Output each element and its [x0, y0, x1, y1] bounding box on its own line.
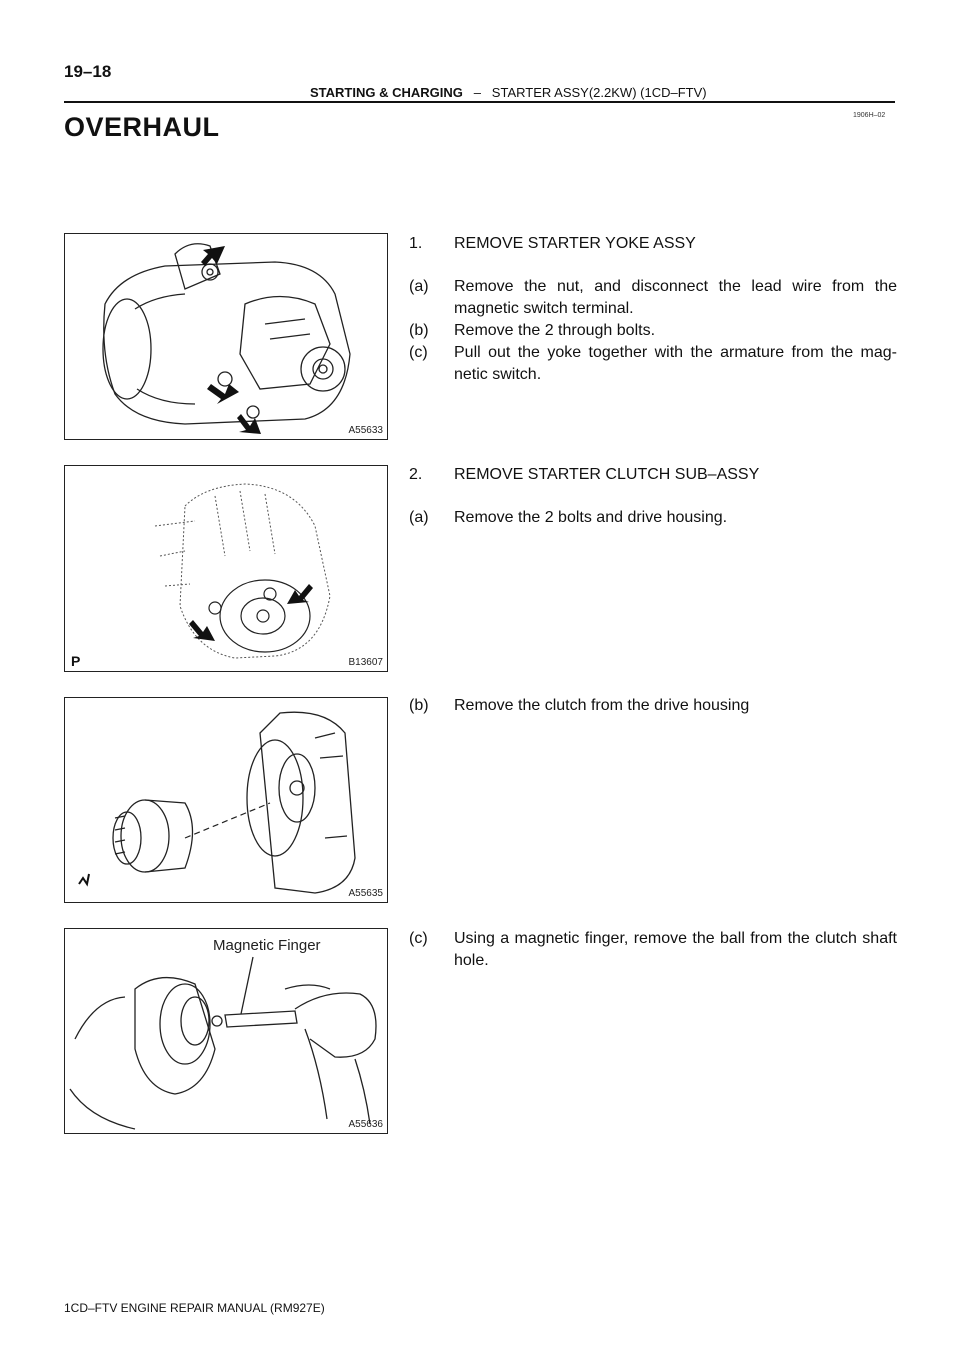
- step-2a: [409, 507, 897, 529]
- page-footer: 1CD–FTV ENGINE REPAIR MANUAL (RM927E): [64, 1301, 325, 1315]
- starter-assembly-illustration: [65, 234, 388, 440]
- section-title: STARTING & CHARGING: [310, 85, 463, 100]
- substep-text: Using a magnetic finger, remove the ball from the clutch shaft hole.: [454, 930, 897, 969]
- figure-drive-housing-bolts: [64, 465, 388, 672]
- magnetic-finger-label: Magnetic Finger: [213, 937, 321, 954]
- section-subtitle: STARTER ASSY(2.2KW) (1CD–FTV): [491, 85, 707, 100]
- step-1-heading: [409, 233, 897, 255]
- step-2-heading: [409, 464, 897, 486]
- figure-code: B13607: [348, 657, 383, 668]
- substep-label: (b): [409, 322, 429, 339]
- step-2c: [409, 928, 897, 972]
- figure-clutch-removal: [64, 697, 388, 903]
- section-header: [310, 85, 707, 100]
- header-rule: [64, 101, 895, 103]
- substep-text: Pull out the yoke together with the armature from the mag-netic switch.: [454, 344, 897, 383]
- step-1c: [409, 342, 897, 386]
- page-title: OVERHAUL: [64, 112, 220, 142]
- substep-label: (c): [409, 344, 428, 361]
- step-1b: [409, 320, 897, 342]
- step-title: REMOVE STARTER CLUTCH SUB–ASSY: [454, 466, 760, 483]
- substep-label: (c): [409, 930, 428, 947]
- figure-code: A55636: [348, 1119, 383, 1130]
- figure-mark: P: [71, 653, 81, 669]
- figure-code: A55633: [348, 425, 383, 436]
- step-number: 2.: [409, 466, 423, 483]
- step-number: 1.: [409, 235, 423, 252]
- drive-housing-illustration: [65, 466, 388, 672]
- magnetic-finger-illustration: [65, 929, 388, 1134]
- document-code: 1906H–02: [853, 112, 886, 119]
- step-title: REMOVE STARTER YOKE ASSY: [454, 235, 696, 252]
- figure-starter-assembly: [64, 233, 388, 440]
- substep-text: Remove the nut, and disconnect the lead wire from the magnetic switch terminal.: [454, 278, 897, 317]
- substep-text: Remove the 2 through bolts.: [454, 322, 656, 339]
- page-number: 19–18: [64, 62, 112, 81]
- section-separator: –: [473, 85, 481, 100]
- step-1a: [409, 276, 897, 320]
- step-2b: [409, 695, 897, 717]
- substep-text: Remove the 2 bolts and drive housing.: [454, 509, 728, 526]
- substep-label: (a): [409, 278, 429, 295]
- figure-code: A55635: [348, 888, 383, 899]
- substep-text: Remove the clutch from the drive housing: [454, 697, 750, 714]
- figure-magnetic-finger: [64, 928, 388, 1134]
- clutch-housing-illustration: [65, 698, 388, 903]
- substep-label: (a): [409, 509, 429, 526]
- substep-label: (b): [409, 697, 429, 714]
